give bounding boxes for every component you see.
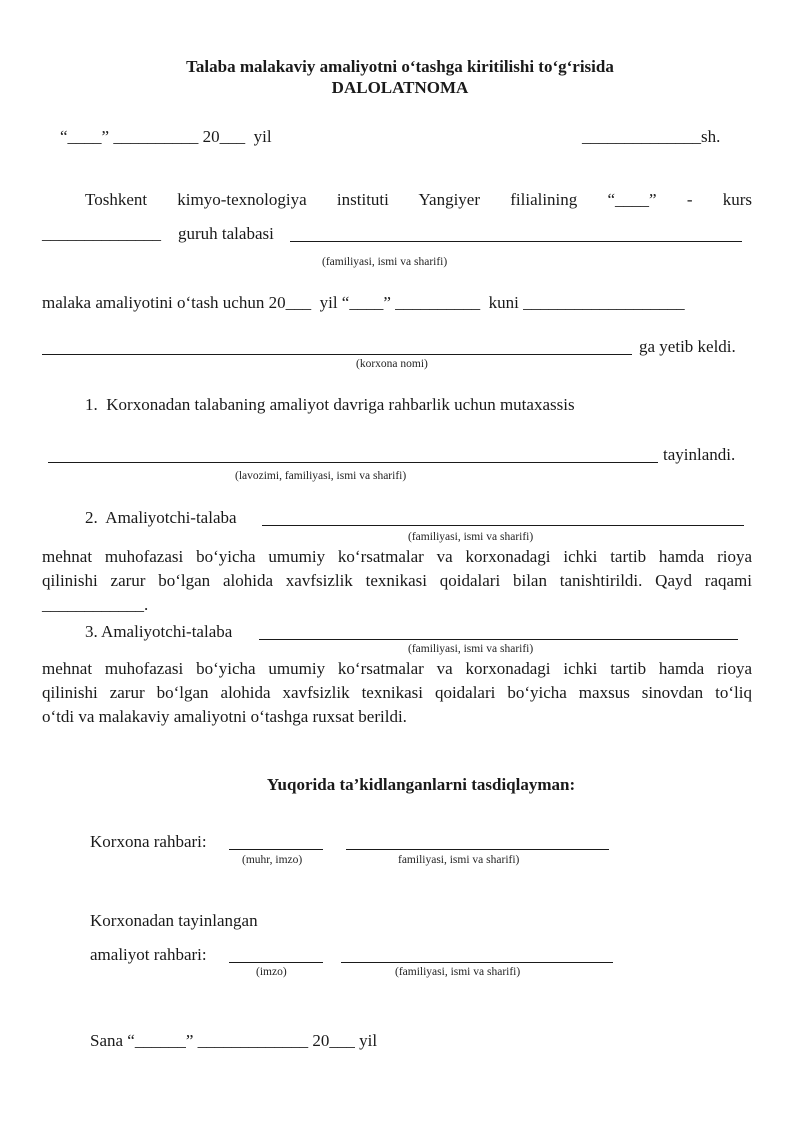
supervisor-caption-fio: (familiyasi, ismi va sharifi) [395, 966, 521, 978]
item3-caption: (familiyasi, ismi va sharifi) [408, 643, 534, 655]
practice-date-line: malaka amaliyotini o‘tash uchun 20___ yil “____” __________ kuni ___________________ [42, 293, 685, 312]
item3-label: 3. Amaliyotchi-talaba [85, 622, 233, 641]
item2-text-line3: ____________. [42, 595, 149, 614]
head-caption-sign: (muhr, imzo) [242, 854, 303, 866]
item3-student-line [259, 639, 738, 640]
item2-student-line [262, 525, 744, 526]
supervisor-label-line2: amaliyot rahbari: [90, 945, 207, 964]
intro-line-institute: Toshkent kimyo-texnologiya instituti Yangiyer filialining “____” - kurs [85, 190, 752, 209]
head-caption-fio: familiyasi, ismi va sharifi) [398, 854, 520, 866]
head-signature-line [229, 849, 323, 850]
head-name-line [346, 849, 609, 850]
student-name-line [290, 241, 742, 242]
item2-caption: (familiyasi, ismi va sharifi) [408, 531, 534, 543]
item3-text-line1: mehnat muhofazasi bo‘yicha umumiy ko‘rsatmalar va korxonadagi ichki tartib hamda rioya [42, 659, 752, 678]
item1-label: 1. Korxonadan talabaning amaliyot davriga rahbarlik uchun mutaxassis [85, 395, 575, 414]
supervisor-caption-sign: (imzo) [256, 966, 287, 978]
item2-text [42, 545, 752, 617]
caption-student-fio: (familiyasi, ismi va sharifi) [322, 256, 448, 268]
group-blank: ______________ [42, 224, 161, 243]
caption-company: (korxona nomi) [356, 358, 428, 370]
document-subtitle: DALOLATNOMA [331, 78, 469, 97]
supervisor-name-line [341, 962, 613, 963]
item3-text-line2: qilinishi zarur bo‘lgan alohida xavfsizlik texnikasi qoidalari bo‘yicha maxsus sinovdan to‘liq [42, 683, 752, 702]
item2-text-line1: mehnat muhofazasi bo‘yicha umumiy ko‘rsatmalar va korxonadagi ichki tartib hamda rioya [42, 547, 752, 566]
item3-text-line3: o‘tdi va malakaviy amaliyotni o‘tashga ruxsat berildi. [42, 707, 407, 726]
head-label: Korxona rahbari: [90, 832, 207, 851]
document-title: Talaba malakaviy amaliyotni o‘tashga kiritilishi to‘g‘risida [186, 57, 614, 76]
supervisor-line [48, 462, 658, 463]
approval-date: Sana “______” _____________ 20___ yil [90, 1031, 378, 1050]
item1-suffix: tayinlandi. [663, 445, 736, 464]
date-line-right: ______________sh. [582, 127, 721, 146]
company-name-line [42, 354, 632, 355]
arrived-text: ga yetib keldi. [639, 337, 736, 356]
item2-label: 2. Amaliyotchi-talaba [85, 508, 237, 527]
group-label: guruh talabasi [178, 224, 274, 243]
caption-supervisor: (lavozimi, familiyasi, ismi va sharifi) [235, 470, 407, 482]
supervisor-signature-line [229, 962, 323, 963]
supervisor-label-line1: Korxonadan tayinlangan [90, 911, 258, 930]
item3-text [42, 657, 752, 729]
item2-text-line2: qilinishi zarur bo‘lgan alohida xavfsizlik texnikasi qoidalari bilan tanishtirildi. Qayd raqami [42, 571, 752, 590]
date-line-left: “____” __________ 20___ yil [60, 127, 272, 146]
approval-heading: Yuqorida ta’kidlanganlarni tasdiqlayman: [266, 775, 576, 794]
